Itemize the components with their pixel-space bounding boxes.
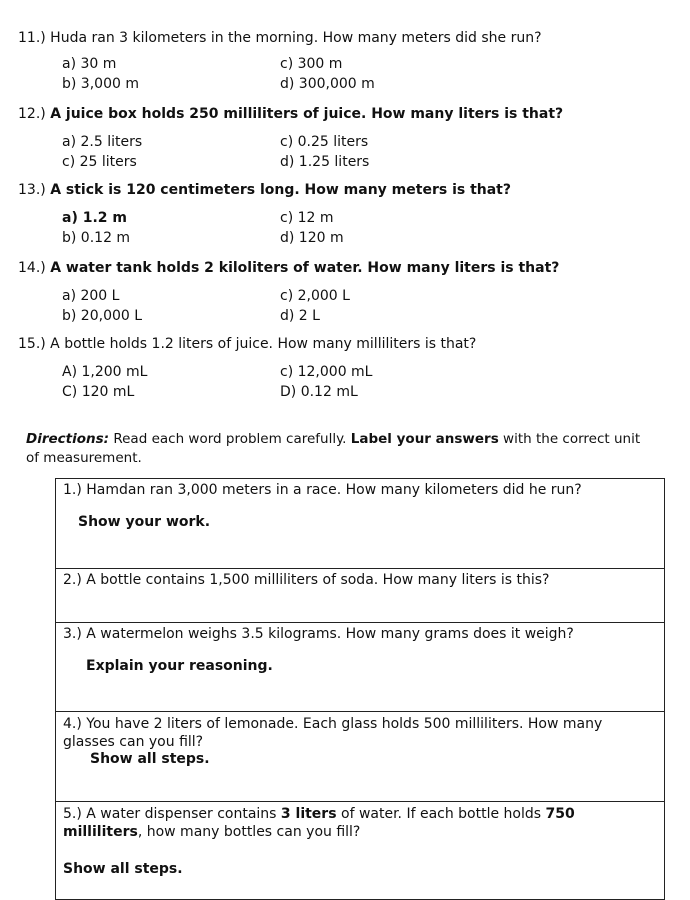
question-text: A juice box holds 250 milliliters of juice. How many liters is that? <box>50 106 564 122</box>
problem-5-row <box>56 802 665 900</box>
problem-instruction: Show all steps. <box>63 861 183 877</box>
problem-text-part: 5.) A water dispenser contains <box>63 806 281 822</box>
question-text: Huda ran 3 kilometers in the morning. How many meters did she run? <box>45 30 542 46</box>
option-c: c) 12,000 mL <box>280 364 373 380</box>
question-14 <box>18 260 559 276</box>
question-text: A stick is 120 centimeters long. How many meters is that? <box>50 182 511 198</box>
problem-1-row <box>56 479 665 569</box>
problem-instruction: Show all steps. <box>90 751 210 767</box>
option-b: b) 20,000 L <box>62 308 143 324</box>
directions-text: Read each word problem carefully. <box>109 431 351 447</box>
option-a: a) 2.5 liters <box>62 134 143 150</box>
option-a: a) 200 L <box>62 288 120 304</box>
option-d: d) 1.25 liters <box>280 154 370 170</box>
option-c: c) 2,000 L <box>280 288 350 304</box>
option-b: C) 120 mL <box>62 384 135 400</box>
problem-3-row <box>56 623 665 712</box>
option-a: a) 30 m <box>62 56 117 72</box>
problem-text-part: , how many bottles can you fill? <box>137 824 361 840</box>
question-number: 12.) <box>18 106 46 122</box>
problem-1-cell[interactable] <box>56 479 665 569</box>
question-number: 14.) <box>18 260 46 276</box>
question-text: A water tank holds 2 kiloliters of water. How many liters is that? <box>50 260 560 276</box>
option-d: D) 0.12 mL <box>280 384 358 400</box>
directions-label: Directions: <box>26 431 110 447</box>
option-a: a) 1.2 m <box>62 210 127 226</box>
problem-3-cell[interactable] <box>56 623 665 712</box>
option-b: b) 3,000 m <box>62 76 139 92</box>
option-c: c) 0.25 liters <box>280 134 369 150</box>
question-text: A bottle holds 1.2 liters of juice. How many milliliters is that? <box>45 336 477 352</box>
problem-4-cell[interactable] <box>56 712 665 802</box>
question-15 <box>18 336 476 352</box>
problem-2-row <box>56 569 665 623</box>
question-number: 11.) <box>18 30 46 46</box>
option-c: c) 12 m <box>280 210 334 226</box>
directions-text-end: with the correct unit of measurement. <box>26 431 641 466</box>
option-d: d) 300,000 m <box>280 76 375 92</box>
option-d: d) 120 m <box>280 230 344 246</box>
directions-emphasis: Label your answers <box>350 431 499 447</box>
problem-4-row <box>56 712 665 802</box>
problem-text: 2.) A bottle contains 1,500 milliliters of soda. How many liters is this? <box>63 572 550 588</box>
question-number: 15.) <box>18 336 46 352</box>
option-b: b) 0.12 m <box>62 230 131 246</box>
option-c: c) 300 m <box>280 56 343 72</box>
problem-quantity: 750 milliliters <box>63 806 575 840</box>
problem-text: 3.) A watermelon weighs 3.5 kilograms. How many grams does it weigh? <box>63 626 574 642</box>
problem-text <box>63 805 658 841</box>
problem-text: 1.) Hamdan ran 3,000 meters in a race. How many kilometers did he run? <box>63 482 582 498</box>
problem-instruction: Show your work. <box>78 514 211 530</box>
question-11 <box>18 30 542 46</box>
option-a: A) 1,200 mL <box>62 364 148 380</box>
problem-quantity: 3 liters <box>280 806 337 822</box>
question-13 <box>18 182 511 198</box>
problem-text: 4.) You have 2 liters of lemonade. Each glass holds 500 milliliters. How many glasses can you fill? <box>63 716 603 750</box>
problem-text-part: of water. If each bottle holds <box>336 806 546 822</box>
question-12 <box>18 106 563 122</box>
problem-instruction: Explain your reasoning. <box>86 658 273 674</box>
question-number: 13.) <box>18 182 46 198</box>
option-d: d) 2 L <box>280 308 320 324</box>
problem-5-cell[interactable] <box>56 802 665 900</box>
option-b: c) 25 liters <box>62 154 137 170</box>
directions <box>26 430 646 468</box>
word-problems-table <box>55 478 665 900</box>
problem-2-cell[interactable] <box>56 569 665 623</box>
